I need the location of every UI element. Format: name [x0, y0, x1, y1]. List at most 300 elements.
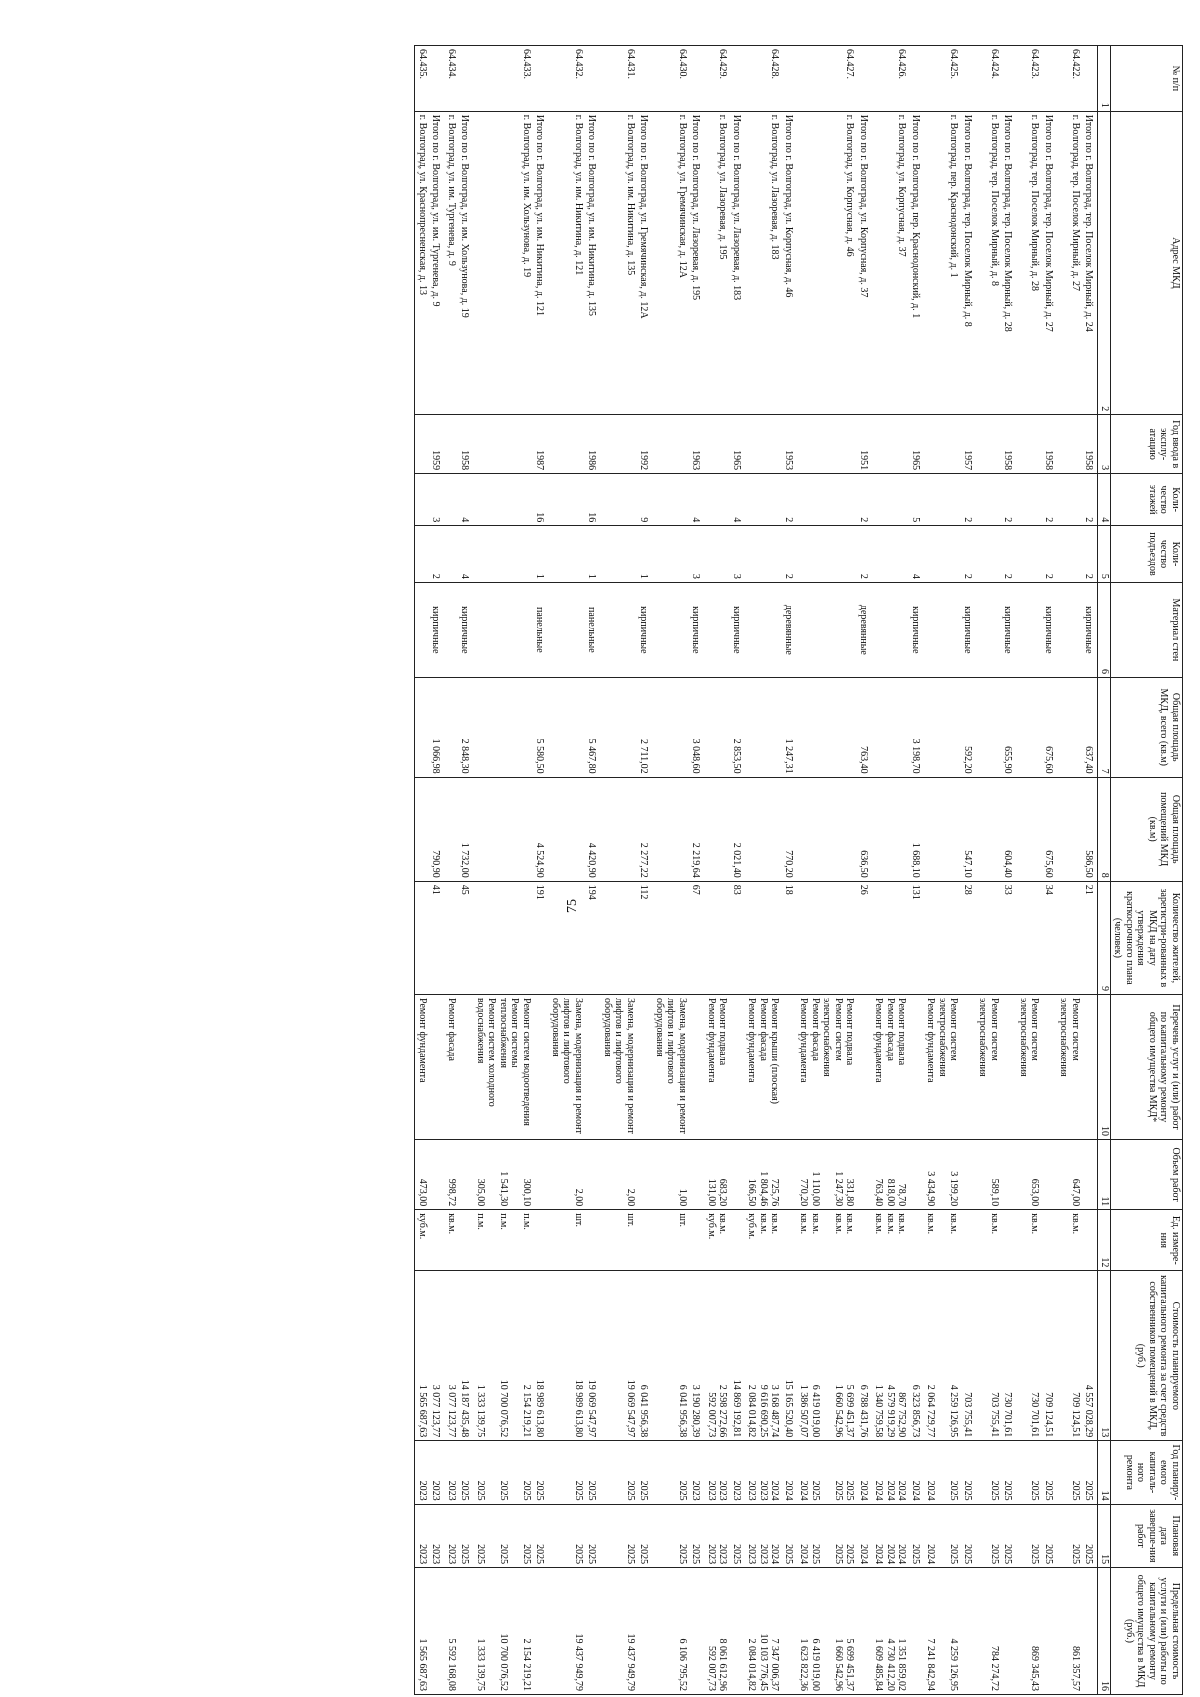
- row-number: 64.425.: [924, 46, 961, 112]
- planned-cost: 703 755,41: [961, 1271, 977, 1441]
- entrances-count: [1057, 526, 1082, 583]
- residents-count: 41: [429, 881, 445, 994]
- wall-material: [924, 582, 961, 677]
- planned-cost: 4 557 028,29: [1082, 1271, 1098, 1441]
- residents-count: [1017, 881, 1042, 994]
- planned-cost: 6 788 431,76: [857, 1271, 873, 1441]
- repair-year: 2025: [976, 1441, 1001, 1504]
- repair-year: 2025 2025 2025: [474, 1441, 534, 1504]
- unit: [458, 1210, 474, 1271]
- unit: кв.м.: [976, 1210, 1001, 1271]
- total-area: [474, 677, 534, 777]
- row-number: 64.428.: [745, 46, 782, 112]
- planned-cost: 3 190 280,39: [689, 1271, 705, 1441]
- premises-area: [924, 777, 961, 881]
- works-list: Ремонт систем электроснабжения: [976, 995, 1001, 1140]
- total-area: 637,40: [1082, 677, 1098, 777]
- premises-area: [1017, 777, 1042, 881]
- work-volume: 78,70 818,00 763,40: [872, 1139, 909, 1209]
- planned-cost: 19 069 547,97: [585, 1271, 601, 1441]
- wall-material: [653, 582, 690, 677]
- row-number: [909, 46, 925, 112]
- repair-year: 2025: [1042, 1441, 1058, 1504]
- completion-date: 2025: [637, 1504, 653, 1567]
- column-number: 16: [1098, 1568, 1111, 1695]
- cost-limit: 19 437 949,79: [601, 1568, 638, 1695]
- total-row: [1082, 46, 1098, 1695]
- wall-material: [474, 582, 534, 677]
- total-area: 3 198,70: [909, 677, 925, 777]
- entrances-count: [705, 526, 730, 583]
- residents-count: 83: [730, 881, 746, 994]
- column-header: Материал стен: [1111, 582, 1183, 677]
- entrances-count: 2: [1042, 526, 1058, 583]
- floors-count: 2: [1001, 474, 1017, 526]
- address: Итого по г. Волгоград, тер. Поселок Мирный, д. 8: [961, 111, 977, 415]
- residents-count: 131: [909, 881, 925, 994]
- total-area: 1 247,31: [782, 677, 798, 777]
- unit: [533, 1210, 549, 1271]
- works-list: [782, 995, 798, 1140]
- residents-count: [872, 881, 909, 994]
- row-number: [429, 46, 445, 112]
- total-row: [782, 46, 798, 1695]
- work-volume: 3 199,20 3 434,90: [924, 1139, 961, 1209]
- works-list: [909, 995, 925, 1140]
- total-area: 2 711,02: [637, 677, 653, 777]
- premises-area: 770,20: [782, 777, 798, 881]
- capital-repair-plan-table: [415, 45, 1184, 1695]
- premises-area: 1 732,00: [458, 777, 474, 881]
- work-volume: [458, 1139, 474, 1209]
- floors-count: [976, 474, 1001, 526]
- cost-limit: 1 565 687,63: [415, 1568, 429, 1695]
- floors-count: 4: [689, 474, 705, 526]
- table-row: [445, 46, 459, 1695]
- wall-material: кирпичные: [1001, 582, 1017, 677]
- premises-area: [549, 777, 586, 881]
- work-volume: [1001, 1139, 1017, 1209]
- cost-limit: [689, 1568, 705, 1695]
- residents-count: 45: [458, 881, 474, 994]
- table-row: [872, 46, 909, 1695]
- floors-count: 2: [782, 474, 798, 526]
- repair-year: 2025: [533, 1441, 549, 1504]
- column-number: 5: [1098, 526, 1111, 583]
- total-area: 1 066,98: [429, 677, 445, 777]
- completion-date: 2025: [1082, 1504, 1098, 1567]
- residents-count: [653, 881, 690, 994]
- completion-date: 2025: [1017, 1504, 1042, 1567]
- wall-material: [745, 582, 782, 677]
- residents-count: 33: [1001, 881, 1017, 994]
- cost-limit: 19 437 949,79: [549, 1568, 586, 1695]
- completion-date: 2025: [601, 1504, 638, 1567]
- total-row: [429, 46, 445, 1695]
- entrances-count: [601, 526, 638, 583]
- column-header: Год планиру-емого капиталь-ного ремонта: [1111, 1441, 1183, 1504]
- cost-limit: [1001, 1568, 1017, 1695]
- unit: п.м. п.м. п.м.: [474, 1210, 534, 1271]
- completion-date: 2023 2023: [705, 1504, 730, 1567]
- premises-area: [797, 777, 857, 881]
- floors-count: [705, 474, 730, 526]
- repair-year: 2025 2025 2025 2024: [797, 1441, 857, 1504]
- completion-date: 2024: [857, 1504, 873, 1567]
- total-row: [909, 46, 925, 1695]
- entrances-count: [924, 526, 961, 583]
- floors-count: 2: [1042, 474, 1058, 526]
- work-volume: [961, 1139, 977, 1209]
- column-header: Ед. измере-ния: [1111, 1210, 1183, 1271]
- year-built: [653, 415, 690, 474]
- floors-count: [924, 474, 961, 526]
- page-number: 75: [565, 899, 580, 913]
- unit: шт.: [601, 1210, 638, 1271]
- header-row: [1111, 46, 1183, 1695]
- premises-area: 604,40: [1001, 777, 1017, 881]
- total-row: [730, 46, 746, 1695]
- repair-year: 2023: [730, 1441, 746, 1504]
- unit: [1082, 1210, 1098, 1271]
- table-row: [415, 46, 429, 1695]
- unit: [909, 1210, 925, 1271]
- cost-limit: [857, 1568, 873, 1695]
- premises-area: 1 688,10: [909, 777, 925, 881]
- total-area: 2 853,50: [730, 677, 746, 777]
- works-list: [1042, 995, 1058, 1140]
- total-area: [745, 677, 782, 777]
- total-row: [533, 46, 549, 1695]
- year-built: 1959: [429, 415, 445, 474]
- unit: кв.м. кв.м. кв.м.: [872, 1210, 909, 1271]
- column-number: 14: [1098, 1441, 1111, 1504]
- residents-count: [474, 881, 534, 994]
- completion-date: 2023: [429, 1504, 445, 1567]
- address: Итого по г. Волгоград, ул. им. Тургенева, д. 9: [429, 111, 445, 415]
- unit: [689, 1210, 705, 1271]
- repair-year: 2025: [601, 1441, 638, 1504]
- year-built: 1958: [1082, 415, 1098, 474]
- floors-count: 16: [533, 474, 549, 526]
- works-list: [533, 995, 549, 1140]
- total-row: [857, 46, 873, 1695]
- planned-cost: 709 124,51: [1042, 1271, 1058, 1441]
- floors-count: 2: [961, 474, 977, 526]
- wall-material: кирпичные: [458, 582, 474, 677]
- planned-cost: 19 069 547,97: [601, 1271, 638, 1441]
- cost-limit: [429, 1568, 445, 1695]
- works-list: Ремонт систем водоотведения Ремонт системы теплоснабжения Ремонт систем холодного водоснабжения: [474, 995, 534, 1140]
- column-number: 10: [1098, 995, 1111, 1140]
- entrances-count: [797, 526, 857, 583]
- year-built: 1957: [961, 415, 977, 474]
- address: Итого по г. Волгоград, тер. Поселок Мирный, д. 24: [1082, 111, 1098, 415]
- completion-date: 2025 2024: [924, 1504, 961, 1567]
- completion-date: 2025 2025 2025: [474, 1504, 534, 1567]
- address: г. Волгоград, ул. им. Никитина, д. 135: [601, 111, 638, 415]
- planned-cost: 6 041 956,38: [637, 1271, 653, 1441]
- address: г. Волгоград, тер. Поселок Мирный, д. 8: [976, 111, 1001, 415]
- premises-area: 4 420,90: [585, 777, 601, 881]
- unit: кв.м.: [445, 1210, 459, 1271]
- column-header: Общая площадь помещений МКД (кв.м): [1111, 777, 1183, 881]
- table-row: [924, 46, 961, 1695]
- completion-date: 2025: [653, 1504, 690, 1567]
- residents-count: [549, 881, 586, 994]
- works-list: Ремонт подвала Ремонт систем электроснабжения Ремонт фасада Ремонт фундамента: [797, 995, 857, 1140]
- works-list: [637, 995, 653, 1140]
- completion-date: 2025: [585, 1504, 601, 1567]
- planned-cost: 18 989 613,80: [533, 1271, 549, 1441]
- column-number: 15: [1098, 1504, 1111, 1567]
- repair-year: 2023: [445, 1441, 459, 1504]
- column-header: Плановая дата заверше-ния работ: [1111, 1504, 1183, 1567]
- repair-year: 2025: [961, 1441, 977, 1504]
- repair-year: 2025: [1057, 1441, 1082, 1504]
- premises-area: 2 277,22: [637, 777, 653, 881]
- total-area: [976, 677, 1001, 777]
- premises-area: [745, 777, 782, 881]
- year-built: 1951: [857, 415, 873, 474]
- repair-year: 2025: [549, 1441, 586, 1504]
- column-number: 4: [1098, 474, 1111, 526]
- address: Итого по г. Волгоград, тер. Поселок Мирный, д. 28: [1001, 111, 1017, 415]
- cost-limit: 869 345,43: [1017, 1568, 1042, 1695]
- column-number: 3: [1098, 415, 1111, 474]
- row-number: 64.423.: [1017, 46, 1042, 112]
- year-built: [1017, 415, 1042, 474]
- year-built: 1958: [458, 415, 474, 474]
- row-number: [1042, 46, 1058, 112]
- total-area: [445, 677, 459, 777]
- repair-year: 2025: [1017, 1441, 1042, 1504]
- column-header: Общая площадь МКД, всего (кв.м): [1111, 677, 1183, 777]
- row-number: [730, 46, 746, 112]
- entrances-count: 4: [909, 526, 925, 583]
- works-list: [458, 995, 474, 1140]
- cost-limit: [730, 1568, 746, 1695]
- planned-cost: 5 699 451,37 1 660 542,96 6 419 019,00 1 386 507,07: [797, 1271, 857, 1441]
- unit: кв.м. куб.м.: [705, 1210, 730, 1271]
- entrances-count: 1: [533, 526, 549, 583]
- floors-count: [1057, 474, 1082, 526]
- repair-year: 2025: [1001, 1441, 1017, 1504]
- floors-count: 9: [637, 474, 653, 526]
- completion-date: 2025: [1057, 1504, 1082, 1567]
- premises-area: [445, 777, 459, 881]
- works-list: Ремонт систем электроснабжения: [1057, 995, 1082, 1140]
- work-volume: 2,00: [601, 1139, 638, 1209]
- planned-cost: 15 165 520,40: [782, 1271, 798, 1441]
- cost-limit: 6 106 795,52: [653, 1568, 690, 1695]
- address: г. Волгоград, пер. Краснодонский, д. 1: [924, 111, 961, 415]
- residents-count: [797, 881, 857, 994]
- residents-count: 18: [782, 881, 798, 994]
- address: Итого по г. Волгоград, ул. им. Никитина, д. 135: [585, 111, 601, 415]
- year-built: 1958: [1042, 415, 1058, 474]
- year-built: 1992: [637, 415, 653, 474]
- works-list: Ремонт фундамента: [415, 995, 429, 1140]
- work-volume: 683,20 131,00: [705, 1139, 730, 1209]
- residents-count: 26: [857, 881, 873, 994]
- row-number: 64.426.: [872, 46, 909, 112]
- total-area: [1017, 677, 1042, 777]
- unit: [961, 1210, 977, 1271]
- year-built: [976, 415, 1001, 474]
- entrances-count: 2: [1082, 526, 1098, 583]
- table-row: [745, 46, 782, 1695]
- repair-year: 2023: [429, 1441, 445, 1504]
- column-header: Коли-чество этажей: [1111, 474, 1183, 526]
- residents-count: 194: [585, 881, 601, 994]
- planned-cost: 3 077 123,77: [445, 1271, 459, 1441]
- works-list: Ремонт систем электроснабжения: [1017, 995, 1042, 1140]
- column-header: Предельная стоимость услуги и (или) работы по капитальному ремонту общего имущества в МКД (руб.): [1111, 1568, 1183, 1695]
- planned-cost: 3 077 123,77: [429, 1271, 445, 1441]
- work-volume: [1082, 1139, 1098, 1209]
- floors-count: 4: [730, 474, 746, 526]
- row-number: [585, 46, 601, 112]
- total-area: 592,20: [961, 677, 977, 777]
- year-built: [549, 415, 586, 474]
- total-area: 675,60: [1042, 677, 1058, 777]
- table-row: [549, 46, 586, 1695]
- residents-count: [924, 881, 961, 994]
- floors-count: [1017, 474, 1042, 526]
- premises-area: 790,90: [429, 777, 445, 881]
- total-area: [653, 677, 690, 777]
- total-area: [549, 677, 586, 777]
- address: г. Волгоград, ул. Лазоревая, д. 195: [705, 111, 730, 415]
- cost-limit: 5 699 451,37 1 660 542,96 6 419 019,00 1 623 822,36: [797, 1568, 857, 1695]
- premises-area: 636,50: [857, 777, 873, 881]
- wall-material: [872, 582, 909, 677]
- residents-count: 191: [533, 881, 549, 994]
- works-list: [1082, 995, 1098, 1140]
- planned-cost: 2 598 272,66 592 007,73: [705, 1271, 730, 1441]
- premises-area: 547,10: [961, 777, 977, 881]
- row-number: [782, 46, 798, 112]
- year-built: 1965: [909, 415, 925, 474]
- work-volume: [857, 1139, 873, 1209]
- unit: кв.м. кв.м.: [924, 1210, 961, 1271]
- unit: куб.м.: [415, 1210, 429, 1271]
- work-volume: 331,80 1 247,30 1 110,00 770,20: [797, 1139, 857, 1209]
- cost-limit: 8 061 612,96 592 007,73: [705, 1568, 730, 1695]
- row-number: [689, 46, 705, 112]
- entrances-count: [415, 526, 429, 583]
- repair-year: 2023 2023: [705, 1441, 730, 1504]
- works-list: Замена, модернизация и ремонт лифтов и лифтового оборудования: [653, 995, 690, 1140]
- works-list: Замена, модернизация и ремонт лифтов и лифтового оборудования: [601, 995, 638, 1140]
- repair-year: 2025: [637, 1441, 653, 1504]
- residents-count: [415, 881, 429, 994]
- residents-count: [1057, 881, 1082, 994]
- works-list: Замена, модернизация и ремонт лифтов и лифтового оборудования: [549, 995, 586, 1140]
- column-header: Год ввода в эксплу-атацию: [1111, 415, 1183, 474]
- residents-count: 112: [637, 881, 653, 994]
- works-list: [429, 995, 445, 1140]
- residents-count: 67: [689, 881, 705, 994]
- planned-cost: 2 154 219,21 10 700 076,52 1 333 139,75: [474, 1271, 534, 1441]
- year-built: 1953: [782, 415, 798, 474]
- cost-limit: [637, 1568, 653, 1695]
- row-number: 64.424.: [976, 46, 1001, 112]
- entrances-count: 1: [585, 526, 601, 583]
- entrances-count: 2: [1001, 526, 1017, 583]
- total-area: 763,40: [857, 677, 873, 777]
- address: г. Волгоград, ул. Лазоревая, д. 183: [745, 111, 782, 415]
- work-volume: 300,10 1 541,30 305,00: [474, 1139, 534, 1209]
- wall-material: кирпичные: [429, 582, 445, 677]
- premises-area: [976, 777, 1001, 881]
- cost-limit: 861 357,57: [1057, 1568, 1082, 1695]
- address: Итого по г. Волгоград, ул. им. Хользунова, д. 19: [458, 111, 474, 415]
- total-area: 5 467,80: [585, 677, 601, 777]
- entrances-count: [745, 526, 782, 583]
- wall-material: панельные: [585, 582, 601, 677]
- entrances-count: 2: [782, 526, 798, 583]
- premises-area: [601, 777, 638, 881]
- total-row: [1001, 46, 1017, 1695]
- total-row: [1042, 46, 1058, 1695]
- planned-cost: 703 755,41: [976, 1271, 1001, 1441]
- table-row: [705, 46, 730, 1695]
- year-built: 1987: [533, 415, 549, 474]
- year-built: [797, 415, 857, 474]
- repair-year: 2023: [415, 1441, 429, 1504]
- row-number: [961, 46, 977, 112]
- column-number: 7: [1098, 677, 1111, 777]
- wall-material: кирпичные: [961, 582, 977, 677]
- repair-year: 2025: [653, 1441, 690, 1504]
- planned-cost: 730 701,61: [1017, 1271, 1042, 1441]
- cost-limit: 5 592 168,08: [445, 1568, 459, 1695]
- cost-limit: 2 154 219,21 10 700 076,52 1 333 139,75: [474, 1568, 534, 1695]
- table-row: [653, 46, 690, 1695]
- residents-count: [601, 881, 638, 994]
- works-list: [730, 995, 746, 1140]
- table-row: [474, 46, 534, 1695]
- address: Итого по г. Волгоград, ул. Гремячинская, д. 12А: [637, 111, 653, 415]
- floors-count: 2: [1082, 474, 1098, 526]
- completion-date: 2025: [689, 1504, 705, 1567]
- planned-cost: 867 752,90 4 579 919,29 1 340 759,58: [872, 1271, 909, 1441]
- address: Итого по г. Волгоград, ул. Лазоревая, д. 195: [689, 111, 705, 415]
- unit: [782, 1210, 798, 1271]
- address: Итого по г. Волгоград, ул. Корпусная, д. 37: [857, 111, 873, 415]
- row-number: [1082, 46, 1098, 112]
- work-volume: [585, 1139, 601, 1209]
- floors-count: [549, 474, 586, 526]
- column-number: 1: [1098, 46, 1111, 112]
- year-built: [745, 415, 782, 474]
- column-number-row: [1098, 46, 1111, 1695]
- unit: шт.: [549, 1210, 586, 1271]
- premises-area: [1057, 777, 1082, 881]
- completion-date: 2025: [1001, 1504, 1017, 1567]
- unit: кв.м. кв.м. кв.м. кв.м.: [797, 1210, 857, 1271]
- row-number: 64.435.: [415, 46, 429, 112]
- completion-date: 2025: [961, 1504, 977, 1567]
- works-list: [1001, 995, 1017, 1140]
- completion-date: 2023: [415, 1504, 429, 1567]
- column-header: № п/п: [1111, 46, 1183, 112]
- entrances-count: 2: [429, 526, 445, 583]
- unit: [429, 1210, 445, 1271]
- address: г. Волгоград, ул. Корпусная, д. 37: [872, 111, 909, 415]
